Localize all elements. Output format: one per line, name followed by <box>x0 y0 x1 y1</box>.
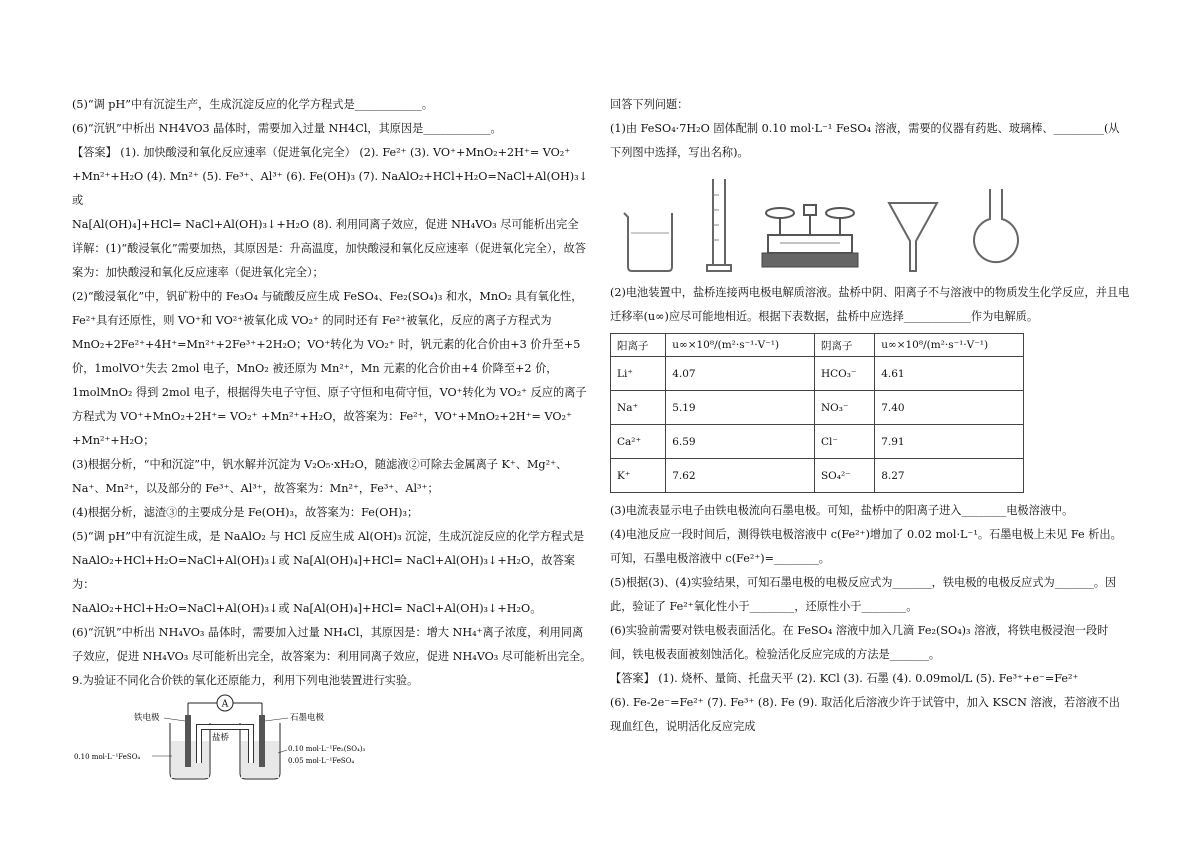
table-cell: SO₄²⁻ <box>814 459 874 493</box>
table-row <box>611 425 1024 459</box>
table-header-row <box>611 334 1024 357</box>
table-row <box>611 357 1024 391</box>
explanation-2: (2)“酸浸氧化”中，钒矿粉中的 Fe₃O₄ 与硫酸反应生成 FeSO₄、Fe₂(SO₄)₃ 和水，MnO₂ 具有氧化性，Fe²⁺具有还原性，则 VO⁺和 VO²⁺被氧化成 VO₂⁺ 的同时还有 Fe²⁺被氧化，反应的离子方程式为 <box>72 290 583 327</box>
explanation-2-cont: MnO₂+2Fe²⁺+4H⁺=Mn²⁺+2Fe³⁺+2H₂O；VO⁺转化为 VO₂⁺ 时，钒元素的化合价由+3 价升至+5 价，1molVO⁺失去 2mol 电子，MnO₂ 被还原为 Mn²⁺，Mn 元素的化合价由+4 价降至+2 价，1molMnO₂ 得到 2mol 电子，根据得失电子守恒、原子守恒和电荷守恒，VO⁺转化为 VO₂⁺ 反应的离子方程式为 VO⁺+MnO₂+2H⁺= VO₂⁺ +Mn²⁺+H₂O，故答案为：Fe²⁺，VO⁺+MnO₂+2H⁺= VO₂⁺ +Mn²⁺+H₂O； <box>72 338 587 447</box>
question-9-1: (1)由 FeSO₄·7H₂O 固体配制 0.10 mol·L⁻¹ FeSO₄ 溶液，需要的仪器有药匙、玻璃棒、_________(从下列图中选择，写出名称)。 <box>610 122 1120 159</box>
table-cell: K⁺ <box>611 459 666 493</box>
table-cell: 7.40 <box>875 391 1024 425</box>
questions-intro: 回答下列问题： <box>610 98 689 111</box>
right-solution-label-2: 0.05 mol·L⁻¹FeSO₄ <box>288 757 355 765</box>
question-6-line: (6)“沉钒”中析出 NH4VO3 晶体时，需要加入过量 NH4Cl，其原因是____________。 <box>72 122 502 135</box>
battery-diagram <box>72 693 592 788</box>
question-9-2: (2)电池装置中，盐桥连接两电极电解质溶液。盐桥中阴、阳离子不与溶液中的物质发生化学反应，并且电迁移率(u∞)应尽可能地相近。根据下表数据，盐桥中应选择____________作为电解质。 <box>610 286 1130 323</box>
table-cell: NO₃⁻ <box>814 391 874 425</box>
question-9-5: (5)根据(3)、(4)实验结果，可知石墨电极的电极反应式为_______，铁电极的电极反应式为_______。因此，验证了 Fe²⁺氧化性小于________，还原性小于________。 <box>610 576 1117 613</box>
answer-9-line-1: 【答案】 (1). 烧杯、量筒、托盘天平 (2). KCl (3). 石墨 (4). 0.09mol/L (5). Fe³⁺+e⁻=Fe²⁺ <box>610 672 1079 685</box>
iron-electrode-label: 铁电极 <box>134 713 160 723</box>
salt-bridge-label: 盐桥 <box>212 733 230 743</box>
right-column <box>610 93 1130 739</box>
table-cell: 4.61 <box>875 357 1024 391</box>
answer-line-3: Na[Al(OH)₄]+HCl= NaCl+Al(OH)₃↓+H₂O (8). 利用同离子效应，促进 NH₄VO₃ 尽可能析出完全 <box>72 218 579 231</box>
iron-electrode-rod <box>185 715 191 767</box>
table-cell: 4.07 <box>666 357 815 391</box>
round-flask-icon <box>966 185 1026 275</box>
answer-line-1: 【答案】 (1). 加快酸浸和氧化反应速率（促进氧化完全） (2). Fe²⁺ (3). VO⁺+MnO₂+2H⁺= VO₂⁺ <box>72 146 571 159</box>
beaker-icon <box>618 205 678 275</box>
left-solution-label: 0.10 mol·L⁻¹FeSO₄ <box>74 753 141 761</box>
table-cell: 7.62 <box>666 459 815 493</box>
right-solution-label-1: 0.10 mol·L⁻¹Fe₂(SO₄)₃ <box>288 745 366 753</box>
question-9-4: (4)电池反应一段时间后，测得铁电极溶液中 c(Fe²⁺)增加了 0.02 mol·L⁻¹。石墨电极上未见 Fe 析出。可知，石墨电极溶液中 c(Fe²⁺)=________。 <box>610 528 1122 565</box>
graphite-electrode-label: 石墨电极 <box>290 713 325 723</box>
table-header-cell: u∞×10⁸/(m²·s⁻¹·V⁻¹) <box>666 334 815 357</box>
left-column <box>72 93 592 788</box>
table-cell: HCO₃⁻ <box>814 357 874 391</box>
explanation-3: (3)根据分析，“中和沉淀”中，钒水解并沉淀为 V₂O₅·xH₂O，随滤液②可除去金属离子 K⁺、Mg²⁺、Na⁺、Mn²⁺，以及部分的 Fe³⁺、Al³⁺，故答案为：Mn²⁺，Fe³⁺、Al³⁺； <box>72 458 568 495</box>
table-cell: Li⁺ <box>611 357 666 391</box>
explanation-4: (4)根据分析，滤渣③的主要成分是 Fe(OH)₃，故答案为：Fe(OH)₃； <box>72 506 419 519</box>
iron-label-leader <box>164 718 185 721</box>
ion-mobility-table <box>610 333 1024 493</box>
table-row <box>611 391 1024 425</box>
ammeter-label: A <box>221 699 229 710</box>
table-header-cell: u∞×10⁸/(m²·s⁻¹·V⁻¹) <box>875 334 1024 357</box>
table-header-cell: 阴离子 <box>814 334 874 357</box>
right-solution-leader <box>278 750 287 753</box>
funnel-icon <box>886 195 940 275</box>
table-cell: 5.19 <box>666 391 815 425</box>
explanation-6: (6)“沉钒”中析出 NH₄VO₃ 晶体时，需要加入过量 NH₄Cl，其原因是：增大 NH₄⁺离子浓度，利用同离子效应，促进 NH₄VO₃ 尽可能析出完全，故答案为：利用同离子效应，促进 NH₄VO₃ 尽可能析出完全。 <box>72 626 592 663</box>
table-row <box>611 459 1024 493</box>
explanation-5: (5)“调 pH”中有沉淀生成，是 NaAlO₂ 与 HCl 反应生成 Al(OH)₃ 沉淀，生成沉淀反应的化学方程式是 NaAlO₂+HCl+H₂O=NaCl+Al(OH)₃↓或 Na[Al(OH)₄]+HCl= NaCl+Al(OH)₃↓+H₂O，故答案为： <box>72 530 585 591</box>
explanation-5-cont: NaAlO₂+HCl+H₂O=NaCl+Al(OH)₃↓或 Na[Al(OH)₄]+HCl= NaCl+Al(OH)₃↓+H₂O。 <box>72 602 542 615</box>
battery-diagram-svg <box>72 693 372 785</box>
answer-9-line-2: (6). Fe-2e⁻=Fe²⁺ (7). Fe³⁺ (8). Fe (9). 取活化后溶液少许于试管中，加入 KSCN 溶液，若溶液不出现血红色，说明活化反应完成 <box>610 696 1120 733</box>
table-cell: 8.27 <box>875 459 1024 493</box>
graphite-electrode-rod <box>259 715 265 767</box>
graduated-cylinder-icon <box>704 175 734 275</box>
answer-line-2: +Mn²⁺+H₂O (4). Mn²⁺ (5). Fe³⁺、Al³⁺ (6). Fe(OH)₃ (7). NaAlO₂+HCl+H₂O=NaCl+Al(OH)₃↓或 <box>72 170 588 207</box>
question-9-6: (6)实验前需要对铁电极表面活化。在 FeSO₄ 溶液中加入几滴 Fe₂(SO₄)₃ 溶液，将铁电极浸泡一段时间，铁电极表面被刻蚀活化。检验活化反应完成的方法是_______。 <box>610 624 1109 661</box>
table-cell: Na⁺ <box>611 391 666 425</box>
table-cell: 6.59 <box>666 425 815 459</box>
lab-equipment-row <box>618 175 1130 275</box>
graphite-label-leader <box>265 718 288 721</box>
question-9-stem: 9.为验证不同化合价铁的氧化还原能力，利用下列电池装置进行实验。 <box>72 674 419 687</box>
explanation-1: 详解：(1)“酸浸氧化”需要加热，其原因是：升高温度，加快酸浸和氧化反应速率（促进氧化完全），故答案为：加快酸浸和氧化反应速率（促进氧化完全）； <box>72 242 586 279</box>
table-cell: 7.91 <box>875 425 1024 459</box>
balance-scale-icon <box>760 195 860 275</box>
table-cell: Ca²⁺ <box>611 425 666 459</box>
question-9-3: (3)电流表显示电子由铁电极流向石墨电极。可知，盐桥中的阳离子进入________电极溶液中。 <box>610 504 1074 517</box>
table-header-cell: 阳离子 <box>611 334 666 357</box>
question-5-line: (5)“调 pH”中有沉淀生产，生成沉淀反应的化学方程式是____________。 <box>72 98 434 111</box>
table-cell: Cl⁻ <box>814 425 874 459</box>
